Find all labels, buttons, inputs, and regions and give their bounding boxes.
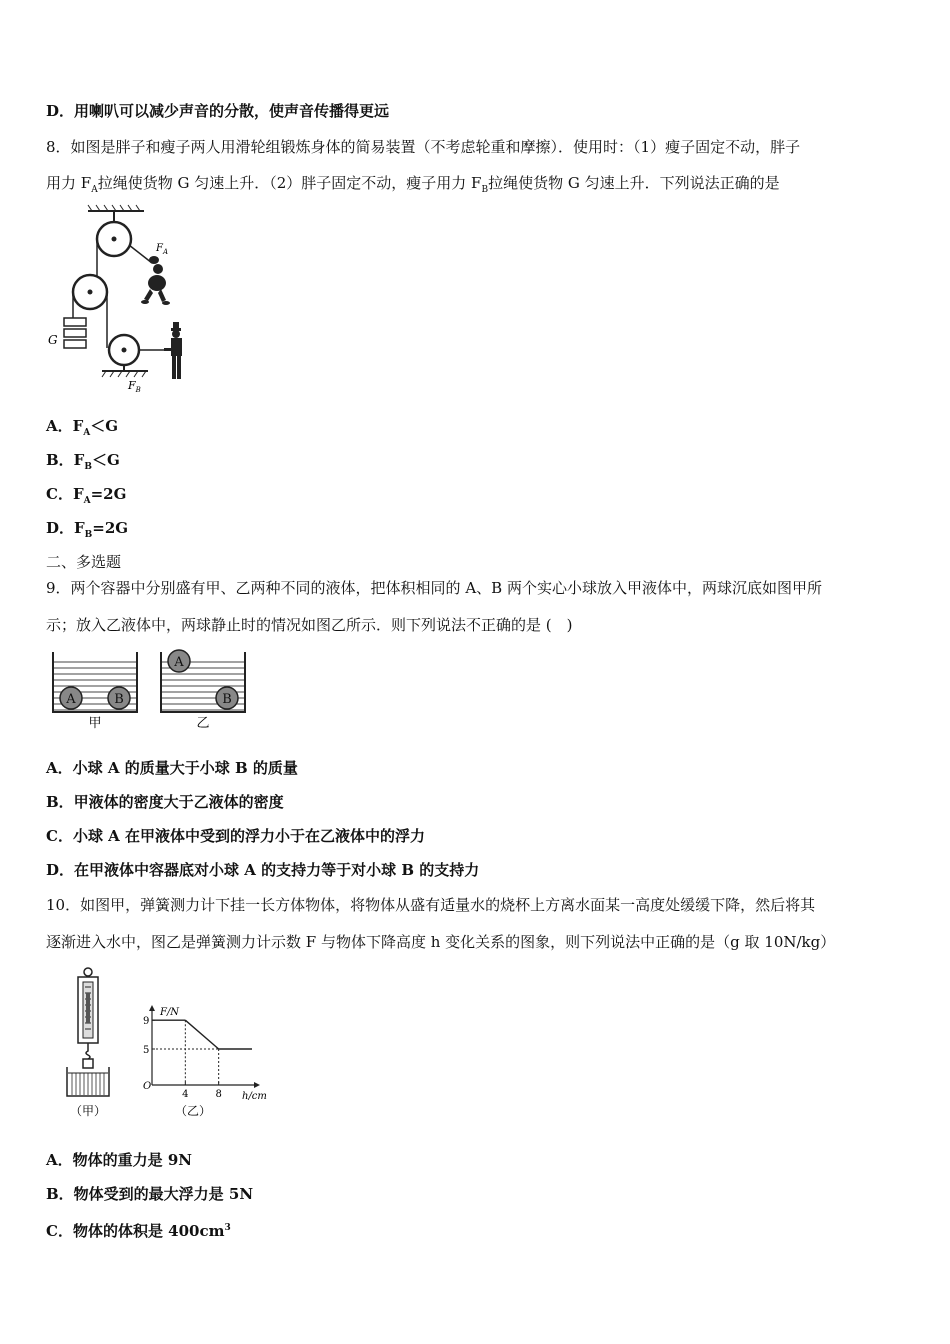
series-segment-1 bbox=[185, 1020, 218, 1049]
q10-option-b: B．物体受到的最大浮力是 5N bbox=[46, 1185, 254, 1203]
q10-caption-jia: （甲） bbox=[69, 1104, 107, 1118]
q9-stem-line1: 9．两个容器中分别盛有甲、乙两种不同的液体，把体积相同的 A、B 两个实心小球放入甲液体中，两球沉底如图甲所 bbox=[46, 579, 822, 597]
q10-stem-line2: 逐渐进入水中，图乙是弹簧测力计示数 F 与物体下降高度 h 变化关系的图象，则下列说法中正确的是（g 取 10N/kg） bbox=[46, 933, 836, 951]
svg-text:FA bbox=[155, 243, 168, 256]
q9-option-a: A．小球 A 的质量大于小球 B 的质量 bbox=[46, 759, 298, 777]
q9-option-c: C．小球 A 在甲液体中受到的浮力小于在乙液体中的浮力 bbox=[46, 827, 426, 845]
x-tick-label-1: 8 bbox=[215, 1089, 222, 1100]
q8-stem-line1: 8．如图是胖子和瘦子两人用滑轮组锻炼身体的简易装置（不考虑轮重和摩擦）．使用时：（1）瘦子固定不动，胖子 bbox=[46, 138, 801, 156]
q8-stem-part-b: 拉绳使货物 G 匀速上升．（2）胖子固定不动，瘦子用力 F bbox=[97, 174, 482, 192]
q8-fig-label-fb-sub: B bbox=[135, 386, 141, 394]
q8-fig-label-fa: F bbox=[156, 243, 163, 254]
q8-thin-man-figure bbox=[164, 322, 182, 379]
svg-text:FB bbox=[127, 379, 141, 394]
q9-container-jia bbox=[53, 652, 137, 731]
q10-option-c: C．物体的体积是 $400cm^3$ bbox=[46, 1222, 231, 1240]
q8-fig-label-g: G bbox=[48, 333, 58, 347]
y-tick-label-1: 5 bbox=[143, 1045, 150, 1056]
q9-caption-yi: 乙 bbox=[196, 716, 210, 731]
q8-option-a: A．$F_A<G$ bbox=[46, 417, 119, 438]
q8-stem-sub-b: B bbox=[481, 185, 489, 195]
x-axis-arrow bbox=[254, 1082, 260, 1088]
y-axis-arrow bbox=[149, 1005, 155, 1011]
x-axis-label: h/cm bbox=[242, 1091, 267, 1102]
q9-ball-b-left: B bbox=[114, 692, 124, 707]
q9-stem-line2: 示；放入乙液体中，两球静止时的情况如图乙所示．则下列说法不正确的是 ( ) bbox=[46, 616, 573, 634]
q10-stem-line1: 10．如图甲，弹簧测力计下挂一长方体物体，将物体从盛有适量水的烧杯上方离水面某一高度处缓缓下降，然后将其 bbox=[46, 896, 816, 914]
q9-option-d: D．在甲液体中容器底对小球 A 的支持力等于对小球 B 的支持力 bbox=[46, 861, 480, 879]
q8-option-d: D．$F_B=2G$ bbox=[46, 519, 129, 540]
q8-stem-line2 bbox=[46, 173, 780, 200]
q10-spring-scale-figure bbox=[60, 965, 120, 1120]
q8-weight-g bbox=[64, 318, 86, 348]
q9-containers-figure bbox=[46, 648, 256, 730]
q9-ball-a-right: A bbox=[174, 655, 184, 670]
q8-fig-label-fb: F bbox=[128, 379, 136, 392]
q10-force-height-chart bbox=[138, 1005, 267, 1120]
q8-stem-part-a: 用力 F bbox=[46, 174, 92, 192]
q8-fat-man-figure bbox=[141, 256, 170, 305]
q9-ball-b-right: B bbox=[222, 692, 232, 707]
x-tick-label-0: 4 bbox=[182, 1089, 189, 1100]
section-title-multi-choice: 二、多选题 bbox=[46, 553, 122, 571]
y-axis-label: F/N bbox=[160, 1007, 180, 1018]
y-tick-label-0: 9 bbox=[143, 1016, 150, 1028]
q10-option-a: A．物体的重力是 9N bbox=[46, 1151, 193, 1169]
origin-label: O bbox=[143, 1081, 152, 1092]
q10-caption-yi: （乙） bbox=[174, 1104, 212, 1118]
q9-ball-a-left: A bbox=[66, 692, 76, 707]
q8-stem-part-c: 拉绳使货物 G 匀速上升．下列说法正确的是 bbox=[488, 174, 780, 192]
q8-option-b: B．$F_B<G$ bbox=[46, 451, 120, 472]
q8-option-c: C．$F_A=2G$ bbox=[46, 485, 127, 506]
q9-caption-jia: 甲 bbox=[88, 716, 102, 731]
q9-container-yi bbox=[161, 650, 245, 731]
q8-pulley-figure bbox=[40, 203, 200, 398]
q9-option-b: B．甲液体的密度大于乙液体的密度 bbox=[46, 793, 284, 811]
q8-fig-label-fa-sub: A bbox=[162, 248, 169, 256]
q7-option-d: D．用喇叭可以减少声音的分散，使声音传播得更远 bbox=[46, 102, 390, 120]
q8-stem-sub-a: A bbox=[91, 185, 98, 195]
